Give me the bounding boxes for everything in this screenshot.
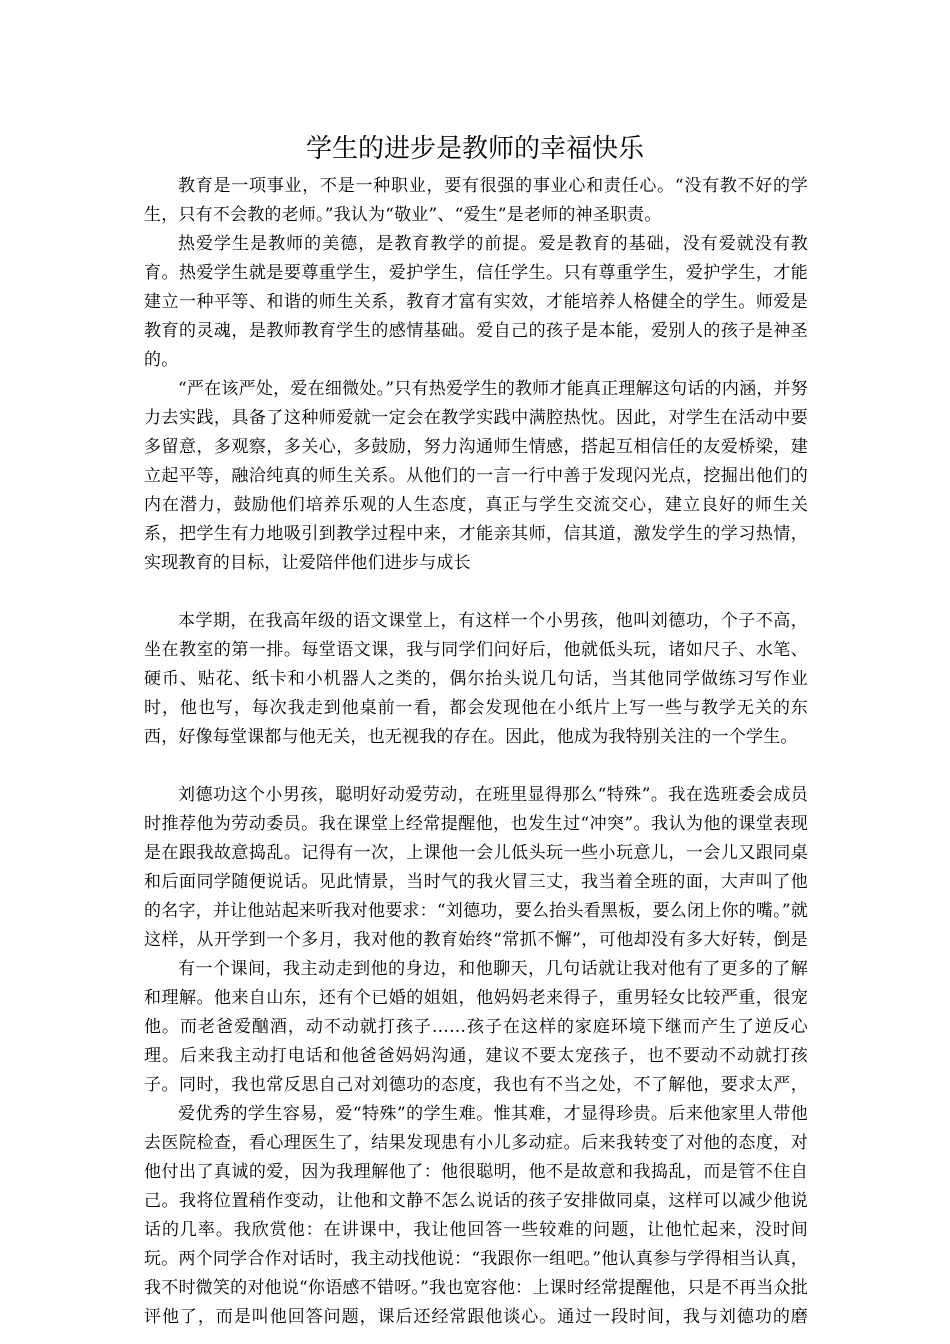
paragraph: 热爱学生是教师的美德，是教育教学的前提。爱是教育的基础，没有爱就没有教育。热爱学生就是要尊重学生，爱护学生，信任学生。只有尊重学生，爱护学生，才能建立一种平等、和谐的师生关系，教育才富有实效，才能培养人格健全的学生。师爱是教育的灵魂，是教师教育学生的感情基础。爱自己的孩子是本能，爱别人的孩子是神圣的。 [144, 234, 808, 370]
paragraph: “严在该严处，爱在细微处。”只有热爱学生的教师才能真正理解这句话的内涵，并努力去实践，具备了这种师爱就一定会在教学实践中满腔热忱。因此，对学生在活动中要多留意，多观察，多关心，多鼓励，努力沟通师生情感，搭起互相信任的友爱桥梁，建立起平等，融洽纯真的师生关系。从他们的一言一行中善于发现闪光点，挖掘出他们的内在潜力，鼓励他们培养乐观的人生态度，真正与学生交流交心，建立良好的师生关系，把学生有力地吸引到教学过程中来，才能亲其师，信其道，激发学生的学习热情，实现教育的目标，让爱陪伴他们进步与成长 [144, 379, 808, 573]
paragraph: 刘德功这个小男孩，聪明好动爱劳动，在班里显得那么“特殊”。我在选班委会成员时推荐他为劳动委员。我在课堂上经常提醒他，也发生过“冲突”。我认为他的课堂表现是在跟我故意捣乱。记得有一次，上课他一会儿低头玩一些小玩意儿，一会儿又跟同桌和后面同学随便说话。见此情景，当时气的我火冒三丈，我当着全班的面，大声叫了他的名字，并让他站起来听我对他要求：“刘德功，要么抬头看黑板，要么闭上你的嘴。”就这样，从开学到一个多月，我对他的教育始终“常抓不懈”，可他却没有多大好转，倒是 [144, 785, 808, 950]
paragraph: 本学期，在我高年级的语文课堂上，有这样一个小男孩，他叫刘德功，个子不高，坐在教室的第一排。每堂语文课，我与同学们问好后，他就低头玩，诸如尺子、水笔、硬币、贴花、纸卡和小机器人之类的，偶尔抬头说几句话，当其他同学做练习写作业时，他也写，每次我走到他桌前一看，都会发现他在小纸片上写一些与教学无关的东西，好像每堂课都与他无关，也无视我的存在。因此，他成为我特别关注的一个学生。 [144, 611, 808, 747]
paragraph: 爱优秀的学生容易，爱“特殊”的学生难。惟其难，才显得珍贵。后来他家里人带他去医院检查，看心理医生了，结果发现患有小儿多动症。后来我转变了对他的态度，对他付出了真诚的爱，因为我理解他了：他很聪明，他不是故意和我捣乱，而是管不住自己。我将位置稍作变动，让他和文静不怎么说话的孩子安排做同桌，这样可以减少他说话的几率。我欣赏他：在讲课中，我让他回答一些较难的问题，让他忙起来，没时间玩。两个同学合作对话时，我主动找他说：“我跟你一组吧。”他认真参与学得相当认真，我不时微笑的对他说“你语感不错呀。”我也宽容他：上课时经常提醒他，只是不再当众批评他了，而是叫他回答问题，课后还经常跟他谈心。通过一段时间，我与刘德功的磨 [144, 1104, 808, 1327]
paragraph: 有一个课间，我主动走到他的身边，和他聊天，几句话就让我对他有了更多的了解和理解。他来自山东，还有个已婚的姐姐，他妈妈老来得子，重男轻女比较严重，很宠他。而老爸爱酗酒，动不动就打孩子……孩子在这样的家庭环境下继而产生了逆反心理。后来我主动打电话和他爸爸妈妈沟通，建议不要太宠孩子，也不要动不动就打孩子。同时，我也常反思自己对刘德功的态度，我也有不当之处，不了解他，要求太严， [144, 959, 808, 1095]
document-title: 学生的进步是教师的幸福快乐 [305, 134, 644, 164]
document-body [144, 172, 808, 1332]
paragraph: 教育是一项事业，不是一种职业，要有很强的事业心和责任心。“没有教不好的学生，只有不会教的老师。”我认为“敬业”、“爱生”是老师的神圣职责。 [144, 176, 808, 225]
